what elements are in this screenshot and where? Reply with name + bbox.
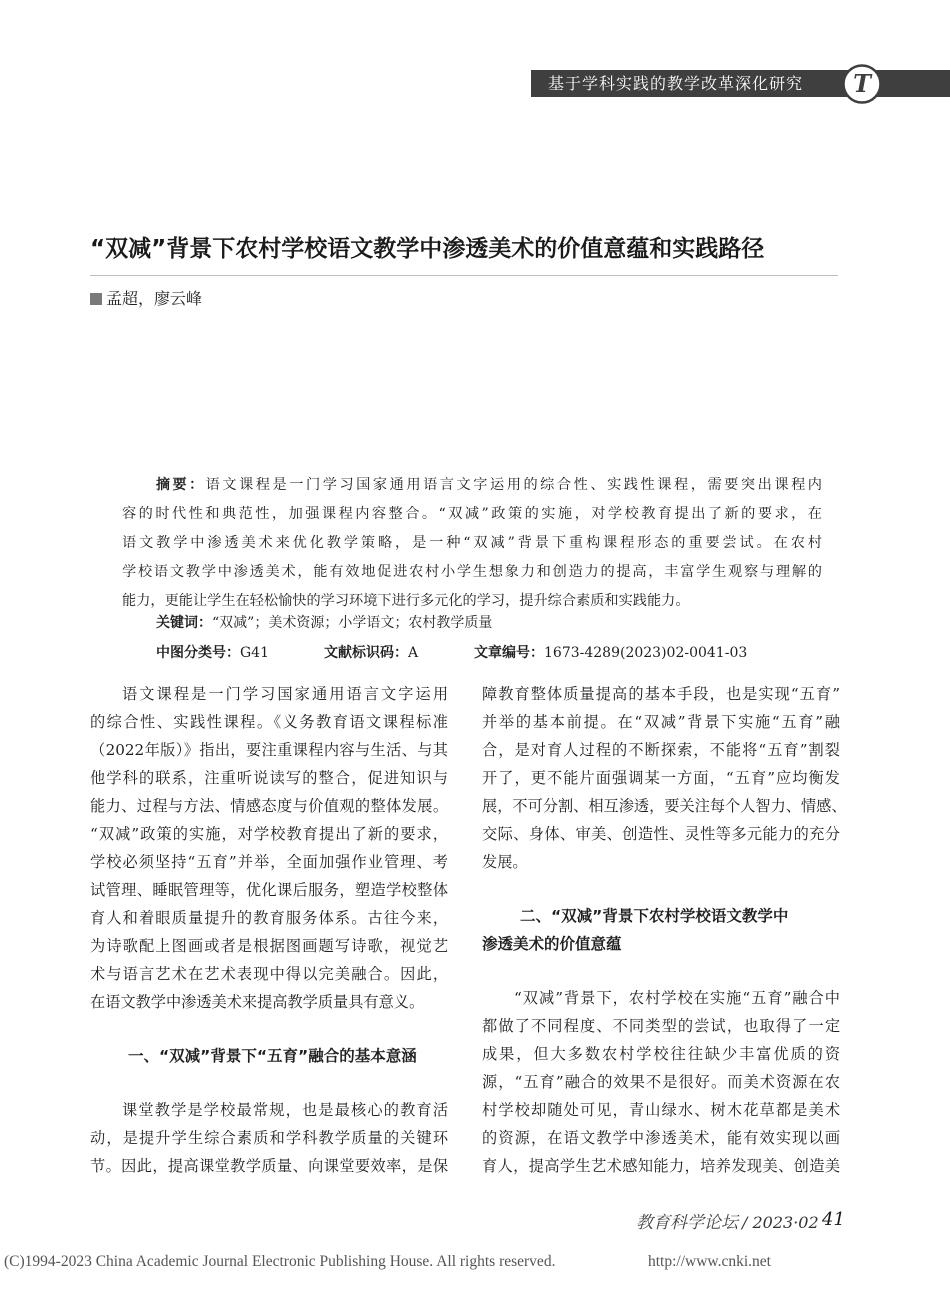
body-line: 术与语言艺术在艺术表现中得以完美融合。因此， — [90, 965, 448, 983]
keywords-text: “双减”；美术资源；小学语文；农村教学质量 — [212, 615, 493, 631]
body-line: 育人和着眼质量提升的教育服务体系。古往今来， — [90, 909, 448, 927]
body-line: 的综合性、实践性课程。《义务教育语文课程标准 — [90, 713, 448, 731]
abstract-line: 语文教学中渗透美术来优化教学策略，是一种“双减”背景下重构课程形态的重要尝试。在农村 — [122, 535, 822, 551]
body-line: 合，是对育人过程的不断探索，不能将“五育”割裂 — [482, 741, 840, 759]
journal-logo-icon — [842, 64, 882, 104]
body-line: 在语文教学中渗透美术来提高教学质量具有意义。 — [90, 993, 425, 1011]
author-names: 孟超，廖云峰 — [106, 289, 203, 308]
body-line: 都做了不同程度、不同类型的尝试，也取得了一定 — [482, 1017, 840, 1035]
body-line: 学校必须坚持“五育”并举，全面加强作业管理、考 — [90, 853, 448, 871]
abstract-label: 摘要： — [156, 477, 206, 493]
clc-number — [156, 641, 269, 665]
body-line: “双减”政策的实施，对学校教育提出了新的要求， — [90, 825, 448, 843]
body-line: 育人，提高学生艺术感知能力，培养发现美、创造美 — [482, 1157, 840, 1175]
body-line: 成果，但大多数农村学校往往缺少丰富优质的资 — [482, 1045, 840, 1063]
body-line: 开了，更不能片面强调某一方面，“五育”应均衡发 — [482, 769, 840, 787]
authors — [90, 287, 202, 311]
document-code — [324, 641, 418, 665]
body-line: （2022年版）》指出，要注重课程内容与生活、与其 — [90, 741, 448, 759]
abstract-line: 学校语文教学中渗透美术，能有效地促进农村小学生想象力和创造力的提高，丰富学生观察与理解的 — [122, 564, 822, 580]
body-line: “双减”背景下，农村学校在实施“五育”融合中 — [514, 989, 840, 1007]
page-number: 41 — [822, 1209, 845, 1230]
article-number-value: 1673-4289(2023)02-0041-03 — [544, 645, 748, 661]
keywords-label: 关键词： — [156, 615, 212, 631]
body-line: 的资源，在语文教学中渗透美术，能有效实现以画 — [482, 1129, 840, 1147]
body-line: 源，“五育”融合的效果不是很好。而美术资源在农 — [482, 1073, 840, 1091]
body-line: 动，是提升学生综合素质和学科教学质量的关键环 — [90, 1129, 448, 1147]
body-line: 试管理、睡眠管理等，优化课后服务，塑造学校整体 — [90, 881, 448, 899]
body-line: 并举的基本前提。在“双减”背景下实施“五育”融 — [482, 713, 840, 731]
copyright-notice: (C)1994-2023 China Academic Journal Electronic Publishing House. All rights reserved. — [4, 1253, 556, 1270]
section-heading-2-continued: 渗透美术的价值意蕴 — [482, 935, 622, 953]
journal-issue: / 2023·02 — [742, 1213, 819, 1232]
article-number-label: 文章编号： — [474, 645, 544, 661]
clc-value: G41 — [240, 645, 269, 661]
document-code-value: A — [408, 645, 419, 661]
title-divider — [90, 275, 838, 276]
body-line: 为诗歌配上图画或者是根据图画题写诗歌，视觉艺 — [90, 937, 448, 955]
body-line: 交际、身体、审美、创造性、灵性等多元能力的充分 — [482, 825, 840, 843]
article-number — [474, 641, 747, 665]
section-heading-1: 一、“双减”背景下“五育”融合的基本意涵 — [128, 1047, 417, 1065]
paper-title: “双减”背景下农村学校语文教学中渗透美术的价值意蕴和实践路径 — [90, 236, 765, 262]
site-url-link[interactable]: http://www.cnki.net — [648, 1253, 771, 1270]
keywords — [156, 611, 492, 635]
clc-label: 中图分类号： — [156, 645, 240, 661]
section-heading-2: 二、“双减”背景下农村学校语文教学中 — [520, 907, 789, 925]
abstract-line: 容的时代性和典范性，加强课程内容整合。“双减”政策的实施，对学校教育提出了新的要求，在 — [122, 506, 822, 522]
section-header-title: 基于学科实践的教学改革深化研究 — [548, 74, 804, 93]
body-line: 发展。 — [482, 853, 528, 871]
journal-name: 教育科学论坛 — [636, 1213, 738, 1233]
body-line: 他学科的联系，注重听说读写的整合，促进知识与 — [90, 769, 448, 787]
body-line: 节。因此，提高课堂教学质量、向课堂要效率，是保 — [90, 1157, 448, 1175]
abstract-line — [156, 473, 822, 497]
classification-line — [156, 641, 856, 665]
body-line: 村学校却随处可见，青山绿水、树木花草都是美术 — [482, 1101, 840, 1119]
logo-letter: T — [853, 69, 871, 98]
body-line: 课堂教学是学校最常规，也是最核心的教育活 — [122, 1101, 448, 1119]
body-line: 障教育整体质量提高的基本手段，也是实现“五育” — [482, 685, 840, 703]
body-line: 语文课程是一门学习国家通用语言文字运用 — [122, 685, 448, 703]
abstract-text: 语文课程是一门学习国家通用语言文字运用的综合性、实践性课程，需要突出课程内 — [205, 477, 822, 493]
author-marker-icon — [90, 293, 102, 305]
abstract-line: 能力，更能让学生在轻松愉快的学习环境下进行多元化的学习，提升综合素质和实践能力。 — [122, 593, 690, 609]
body-line: 能力、过程与方法、情感态度与价值观的整体发展。 — [90, 797, 448, 815]
document-code-label: 文献标识码： — [324, 645, 408, 661]
body-line: 展，不可分割、相互渗透，要关注每个人智力、情感、 — [482, 797, 847, 815]
